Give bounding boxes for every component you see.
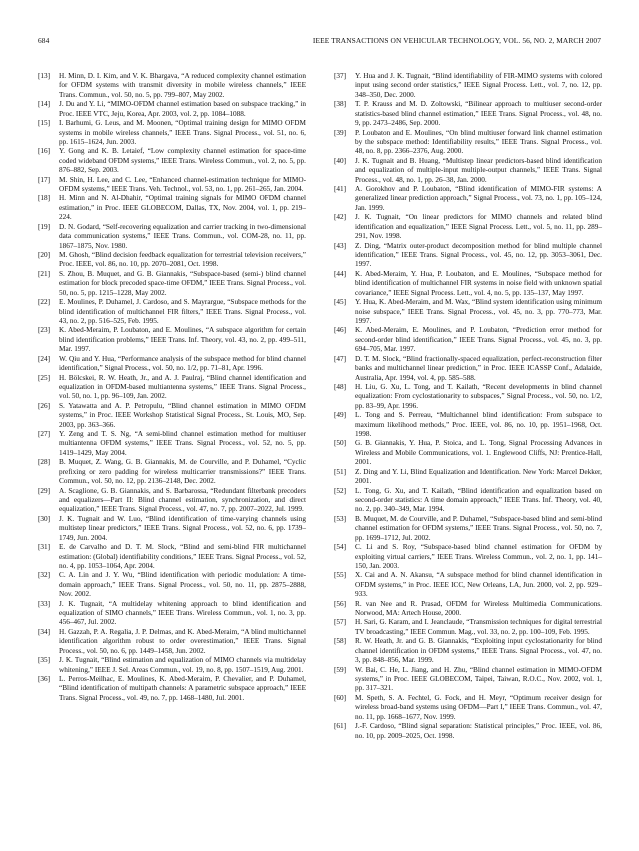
- reference-entry: [38, 656, 306, 675]
- reference-entry: [334, 72, 602, 100]
- reference-text: G. B. Giannakis, Y. Hua, P. Stoica, and L. Tong, Signal Processing Advances in Wireless and Mobile Communications, vol. 1. Englewood Cliffs, NJ: Prentice-Hall, 2001.: [355, 439, 602, 467]
- reference-number: [31]: [38, 543, 51, 552]
- reference-entry: [334, 439, 602, 467]
- reference-number: [58]: [334, 637, 347, 646]
- reference-number: [20]: [38, 251, 51, 260]
- reference-entry: [38, 270, 306, 298]
- reference-entry: [334, 487, 602, 515]
- reference-number: [40]: [334, 156, 347, 165]
- page-number: 684: [38, 36, 50, 45]
- reference-entry: [38, 176, 306, 195]
- reference-entry: [334, 722, 602, 741]
- reference-entry: [334, 298, 602, 326]
- reference-number: [60]: [334, 693, 347, 702]
- reference-number: [47]: [334, 354, 347, 363]
- reference-text: J. K. Tugnait and W. Luo, “Blind identification of time-varying channels using multistep linear predictors,” IEEE Trans. Signal Process., vol. 52, no. 6, pp. 1739–1749, Jun. 2004.: [59, 514, 306, 542]
- reference-number: [17]: [38, 175, 51, 184]
- reference-entry: [334, 571, 602, 599]
- reference-entry: [38, 543, 306, 571]
- reference-entry: [38, 515, 306, 543]
- reference-entry: [334, 666, 602, 694]
- reference-entry: [334, 694, 602, 722]
- reference-number: [38]: [334, 100, 347, 109]
- reference-text: H. Minn and N. Al-Dhahir, “Optimal training signals for MIMO OFDM channel estimation,” in Proc. IEEE GLOBECOM, Dallas, TX, Nov. 2004, vol. 1, pp. 219–224.: [59, 194, 306, 222]
- reference-number: [52]: [334, 486, 347, 495]
- reference-entry: [334, 270, 602, 298]
- reference-entry: [334, 129, 602, 157]
- reference-text: W. Bai, C. He, L. Jiang, and H. Zhu, “Blind channel estimation in MIMO-OFDM systems,” in Proc. IEEE GLOBECOM, Taipei, Taiwan, R.O.C., Nov. 2002, vol. 1, pp. 317–321.: [355, 665, 602, 693]
- reference-text: J.-F. Cardoso, “Blind signal separation: Statistical principles,” Proc. IEEE, vol. 86, no. 10, pp. 2009–2025, Oct. 1998.: [355, 722, 602, 740]
- reference-entry: [38, 374, 306, 402]
- reference-text: X. Cai and A. N. Akansu, “A subspace method for blind channel identification in OFDM systems,” in Proc. IEEE ICC, New Orleans, LA, Jun. 2000, vol. 2, pp. 929–933.: [355, 571, 602, 599]
- reference-number: [37]: [334, 72, 347, 80]
- reference-text: S. Yatawatta and A. P. Petropulu, “Blind channel estimation in MIMO OFDM systems,” in Proc. IEEE Workshop Statistical Signal Process., St. Louis, MO, Sep. 2003, pp. 363–366.: [59, 401, 306, 429]
- reference-text: D. N. Godard, “Self-recovering equalization and carrier tracking in two-dimensional data communication systems,” IEEE Trans. Commun., vol. COM-28, no. 11, pp. 1867–1875, Nov. 1980.: [59, 222, 306, 250]
- reference-entry: [334, 468, 602, 487]
- reference-number: [27]: [38, 430, 51, 439]
- reference-number: [35]: [38, 656, 51, 665]
- reference-text: L. Tong and S. Perreau, “Multichannel blind identification: From subspace to maximum likelihood methods,” Proc. IEEE, vol. 86, no. 10, pp. 1951–1968, Oct. 1998.: [355, 411, 602, 439]
- reference-number: [59]: [334, 665, 347, 674]
- reference-entry: [334, 242, 602, 270]
- page-header: [38, 36, 601, 48]
- reference-text: Y. Hua and J. K. Tugnait, “Blind identifiability of FIR-MIMO systems with colored input using second order statistics,” IEEE Signal Process. Lett., vol. 7, no. 12, pp. 348–350, Dec. 2000.: [355, 72, 602, 99]
- reference-text: E. de Carvalho and D. T. M. Slock, “Blind and semi-blind FIR multichannel estimation: (Global) identifiability conditions,” IEEE Trans. Signal Process., vol. 52, no. 4, pp. 1053–1064, Apr. 2004.: [59, 543, 306, 570]
- reference-number: [41]: [334, 185, 347, 194]
- reference-number: [44]: [334, 269, 347, 278]
- reference-number: [49]: [334, 411, 347, 420]
- reference-number: [30]: [38, 514, 51, 523]
- reference-number: [48]: [334, 382, 347, 391]
- reference-entry: [334, 618, 602, 637]
- reference-entry: [38, 298, 306, 326]
- reference-entry: [38, 487, 306, 515]
- reference-text: A. Scaglione, G. B. Giannakis, and S. Barbarossa, “Redundant filterbank precoders and equalizers—Part II: Blind channel estimation, synchronization, and direct equalization,” IEEE Trans. Signal Process., vol. 47, no. 7, pp. 2007–2022, Jul. 1999.: [59, 486, 306, 514]
- reference-number: [56]: [334, 599, 347, 608]
- reference-entry: [38, 402, 306, 430]
- reference-number: [32]: [38, 571, 51, 580]
- reference-text: J. K. Tugnait, “On linear predictors for MIMO channels and related blind identification and equalization,” IEEE Signal Process. Lett., vol. 5, no. 11, pp. 289–291, Nov. 1998.: [355, 213, 602, 241]
- reference-entry: [38, 194, 306, 222]
- reference-text: A. Gorokhov and P. Loubaton, “Blind identification of MIMO-FIR systems: A generalized linear prediction approach,” Signal Process., vol. 73, no. 1, pp. 105–124, Jan. 1999.: [355, 185, 602, 212]
- reference-entry: [38, 571, 306, 599]
- reference-text: Z. Ding and Y. Li, Blind Equalization and Identification. New York: Marcel Dekker, 2001.: [355, 467, 602, 486]
- reference-text: D. T. M. Slock, “Blind fractionally-spaced equalization, perfect-reconstruction filter banks and multichannel linear prediction,” in Proc. IEEE ICASSP Conf., Adalaide, Australia, Apr. 1994, vol. 4, pp. 585–588.: [355, 354, 602, 382]
- reference-entry: [38, 628, 306, 656]
- reference-entry: [334, 515, 602, 543]
- reference-number: [24]: [38, 354, 51, 363]
- reference-number: [33]: [38, 599, 51, 608]
- reference-number: [43]: [334, 241, 347, 250]
- reference-number: [46]: [334, 326, 347, 335]
- reference-text: M. Shin, H. Lee, and C. Lee, “Enhanced channel-estimation technique for MIMO-OFDM systems,” IEEE Trans. Veh. Technol., vol. 53, no. 1, pp. 261–265, Jan. 2004.: [59, 175, 306, 194]
- reference-text: L. Tong, G. Xu, and T. Kailath, “Blind identification and equalization based on second-order statistics: A time domain approach,” IEEE Trans. Inf. Theory, vol. 40, no. 2, pp. 340–349, Mar. 1994.: [355, 486, 602, 514]
- reference-text: S. Zhou, B. Muquet, and G. B. Giannakis, “Subspace-based (semi-) blind channel estimation for block precoded space-time OFDM,” IEEE Trans. Signal Process., vol. 50, no. 5, pp. 1215–1228, May 2002.: [59, 269, 306, 297]
- reference-number: [19]: [38, 222, 51, 231]
- reference-entry: [38, 600, 306, 628]
- reference-text: B. Muquet, M. de Courville, and P. Duhamel, “Subspace-based blind and semi-blind channel estimation for OFDM systems,” IEEE Trans. Signal Process., vol. 50, no. 7, pp. 1699–1712, Jul. 2002.: [355, 514, 602, 542]
- reference-text: K. Abed-Meraim, E. Moulines, and P. Loubaton, “Prediction error method for second-order blind identification,” IEEE Trans. Signal Process., vol. 45, no. 3, pp. 694–705, Mar. 1997.: [355, 326, 602, 354]
- reference-entry: [38, 72, 306, 100]
- reference-number: [39]: [334, 128, 347, 137]
- reference-text: B. Muquet, Z. Wang, G. B. Giannakis, M. de Courville, and P. Duhamel, “Cyclic prefixing or zero padding for wireless multicarrier transmissions?” IEEE Trans. Commun., vol. 50, no. 12, pp. 2136–2148, Dec. 2002.: [59, 458, 306, 486]
- reference-text: H. Bölcskei, R. W. Heath, Jr., and A. J. Paulraj, “Blind channel identification and equalization in OFDM-based multiantenna systems,” IEEE Trans. Signal Process., vol. 50, no. 1, pp. 96–109, Jan. 2002.: [59, 373, 306, 401]
- reference-text: R. W. Heath, Jr. and G. B. Giannakis, “Exploiting input cyclostationarity for blind channel identification in OFDM systems,” IEEE Trans. Signal Process., vol. 47, no. 3, pp. 848–856, Mar. 1999.: [355, 637, 602, 665]
- reference-number: [45]: [334, 298, 347, 307]
- reference-entry: [38, 675, 306, 703]
- reference-number: [42]: [334, 213, 347, 222]
- reference-entry: [334, 637, 602, 665]
- reference-number: [14]: [38, 100, 51, 109]
- reference-entry: [334, 213, 602, 241]
- reference-text: I. Barhumi, G. Leus, and M. Moonen, “Optimal training design for MIMO OFDM systems in mobile wireless channels,” IEEE Trans. Signal Process., vol. 51, no. 6, pp. 1615–1624, Jun. 2003.: [59, 119, 306, 146]
- reference-number: [21]: [38, 269, 51, 278]
- reference-text: H. Gazzah, P. A. Regalia, J. P. Delmas, and K. Abed-Meraim, “A blind multichannel identification algorithm robust to order overestimation,” IEEE Trans. Signal Process., vol. 50, no. 6, pp. 1449–1458, Jun. 2002.: [59, 627, 306, 655]
- journal-running-header: IEEE TRANSACTIONS ON VEHICULAR TECHNOLOGY, VOL. 56, NO. 2, MARCH 2007: [312, 36, 601, 45]
- reference-entry: [334, 157, 602, 185]
- reference-number: [16]: [38, 147, 51, 156]
- reference-text: H. Minn, D. I. Kim, and V. K. Bhargava, “A reduced complexity channel estimation for OFDM systems with transmit diversity in mobile wireless channels,” IEEE Trans. Commun., vol. 50, no. 5, pp. 799–807, May 2002.: [59, 72, 306, 99]
- reference-entry: [38, 147, 306, 175]
- reference-entry: [38, 326, 306, 354]
- reference-number: [55]: [334, 571, 347, 580]
- reference-text: J. K. Tugnait, “A multidelay whitening approach to blind identification and equalization of SIMO channels,” IEEE Trans. Wireless Commun., vol. 1, no. 3, pp. 456–467, Jul. 2002.: [59, 599, 306, 627]
- reference-text: C. A. Lin and J. Y. Wu, “Blind identification with periodic modulation: A time-domain approach,” IEEE Trans. Signal Process., vol. 50, no. 11, pp. 2875–2888, Nov. 2002.: [59, 571, 306, 599]
- reference-text: Y. Zeng and T. S. Ng, “A semi-blind channel estimation method for multiuser multiantenna OFDM systems,” IEEE Trans. Signal Process., vol. 52, no. 5, pp. 1419–1429, May 2004.: [59, 430, 306, 457]
- reference-entry: [38, 223, 306, 251]
- reference-text: C. Li and S. Roy, “Subspace-based blind channel estimation for OFDM by exploiting virtual carriers,” IEEE Trans. Wireless Commun., vol. 2, no. 1, pp. 141–150, Jan. 2003.: [355, 543, 602, 570]
- reference-entry: [334, 383, 602, 411]
- reference-number: [36]: [38, 675, 51, 683]
- reference-text: P. Loubaton and E. Moulines, “On blind multiuser forward link channel estimation by the subspace method: Identifiability results,” IEEE Trans. Signal Process., vol. 48, no. 8, pp. 2366–2376, Aug. 2000.: [355, 128, 602, 156]
- reference-text: M. Speth, S. A. Fechtel, G. Fock, and H. Meyr, “Optimum receiver design for wireless broad-band systems using OFDM—Part I,” IEEE Trans. Commun., vol. 47, no. 11, pp. 1668–1677, Nov. 1999.: [355, 693, 602, 721]
- reference-text: W. Qiu and Y. Hua, “Performance analysis of the subspace method for blind channel identification,” Signal Process., vol. 50, no. 1/2, pp. 71–81, Apr. 1996.: [59, 354, 306, 373]
- reference-entry: [334, 185, 602, 213]
- references-left-column: [38, 72, 306, 703]
- reference-number: [22]: [38, 298, 51, 307]
- reference-text: H. Liu, G. Xu, L. Tong, and T. Kailath, “Recent developments in blind channel equalization: From cyclostationarity to subspaces,” Signal Process., vol. 50, no. 1/2, pp. 83–99, Apr. 1996.: [355, 382, 602, 410]
- reference-text: L. Perros-Meilhac, E. Moulines, K. Abed-Meraim, P. Chevalier, and P. Duhamel, “Blind identification of multipath channels: A parametric subspace approach,” IEEE Trans. Signal Process., vol. 49, no. 7, pp. 1468–1480, Jul. 2001.: [59, 675, 306, 702]
- reference-entry: [334, 100, 602, 128]
- reference-number: [34]: [38, 627, 51, 636]
- reference-number: [61]: [334, 722, 347, 731]
- reference-text: J. K. Tugnait, “Blind estimation and equalization of MIMO channels via multidelay whitening,” IEEE J. Sel. Areas Commun., vol. 19, no. 8, pp. 1507–1519, Aug. 2001.: [59, 656, 306, 674]
- reference-number: [18]: [38, 194, 51, 203]
- reference-number: [15]: [38, 119, 51, 128]
- reference-entry: [334, 326, 602, 354]
- references-right-column: [334, 72, 602, 741]
- reference-number: [28]: [38, 458, 51, 467]
- reference-number: [53]: [334, 514, 347, 523]
- reference-number: [50]: [334, 439, 347, 448]
- reference-text: R. van Nee and R. Prasad, OFDM for Wireless Multimedia Communications. Norwood, MA: Artech House, 2000.: [355, 599, 602, 618]
- reference-text: J. Du and Y. Li, “MIMO-OFDM channel estimation based on subspace tracking,” in Proc. IEEE VTC, Jeju, Korea, Apr. 2003, vol. 2, pp. 1084–1088.: [59, 100, 306, 118]
- reference-entry: [334, 600, 602, 619]
- reference-entry: [38, 251, 306, 270]
- reference-entry: [38, 355, 306, 374]
- reference-number: [57]: [334, 618, 347, 627]
- reference-text: H. Sari, G. Karam, and I. Jeanclaude, “Transmission techniques for digital terrestrial TV broadcasting,” IEEE Commun. Mag., vol. 33, no. 2, pp. 100–109, Feb. 1995.: [355, 618, 602, 636]
- reference-number: [13]: [38, 72, 51, 80]
- reference-entry: [38, 430, 306, 458]
- reference-entry: [38, 458, 306, 486]
- reference-text: K. Abed-Meraim, Y. Hua, P. Loubaton, and E. Moulines, “Subspace method for blind identification of multichannel FIR systems in noise field with unknown spatial covariance,” IEEE Signal Process. Lett., vol. 4, no. 5, pp. 135–137, May 1997.: [355, 269, 602, 297]
- reference-text: Z. Ding, “Matrix outer-product decomposition method for blind multiple channel identification,” IEEE Trans. Signal Process., vol. 45, no. 12, pp. 3053–3061, Dec. 1997.: [355, 241, 602, 269]
- reference-number: [23]: [38, 326, 51, 335]
- reference-number: [25]: [38, 373, 51, 382]
- reference-entry: [334, 411, 602, 439]
- reference-text: K. Abed-Meraim, P. Loubaton, and E. Moulines, “A subspace algorithm for certain blind identification problems,” IEEE Trans. Inf. Theory, vol. 43, no. 2, pp. 499–511, Mar. 1997.: [59, 326, 306, 354]
- reference-entry: [38, 100, 306, 119]
- reference-entry: [334, 355, 602, 383]
- reference-text: Y. Gong and K. B. Letaief, “Low complexity channel estimation for space-time coded wideband OFDM systems,” IEEE Trans. Wireless Commun., vol. 2, no. 5, pp. 876–882, Sep. 2003.: [59, 147, 306, 175]
- reference-number: [29]: [38, 486, 51, 495]
- reference-text: J. K. Tugnait and B. Huang, “Multistep linear predictors-based blind identification and equalization of multiple-input multiple-output channels,” IEEE Trans. Signal Process., vol. 48, no. 1, pp. 26–38, Jan. 2000.: [355, 156, 602, 184]
- reference-text: T. P. Krauss and M. D. Zoltowski, “Bilinear approach to multiuser second-order statistics-based blind channel estimation,” IEEE Trans. Signal Process., vol. 48, no. 9, pp. 2473–2486, Sep. 2000.: [355, 100, 602, 128]
- reference-number: [54]: [334, 543, 347, 552]
- reference-text: E. Moulines, P. Duhamel, J. Cardoso, and S. Mayrargue, “Subspace methods for the blind identification of multichannel FIR filters,” IEEE Trans. Signal Process., vol. 43, no. 2, pp. 516–525, Feb. 1995.: [59, 298, 306, 325]
- reference-number: [26]: [38, 401, 51, 410]
- reference-entry: [38, 119, 306, 147]
- reference-text: Y. Hua, K. Abed-Meraim, and M. Wax, “Blind system identification using minimum noise subspace,” IEEE Trans. Signal Process., vol. 45, no. 3, pp. 770–773, Mar. 1997.: [355, 298, 602, 325]
- reference-number: [51]: [334, 467, 347, 476]
- reference-entry: [334, 543, 602, 571]
- reference-text: M. Ghosh, “Blind decision feedback equalization for terrestrial television receivers,” Proc. IEEE, vol. 86, no. 10, pp. 2070–2081, Oct. 1998.: [59, 251, 306, 269]
